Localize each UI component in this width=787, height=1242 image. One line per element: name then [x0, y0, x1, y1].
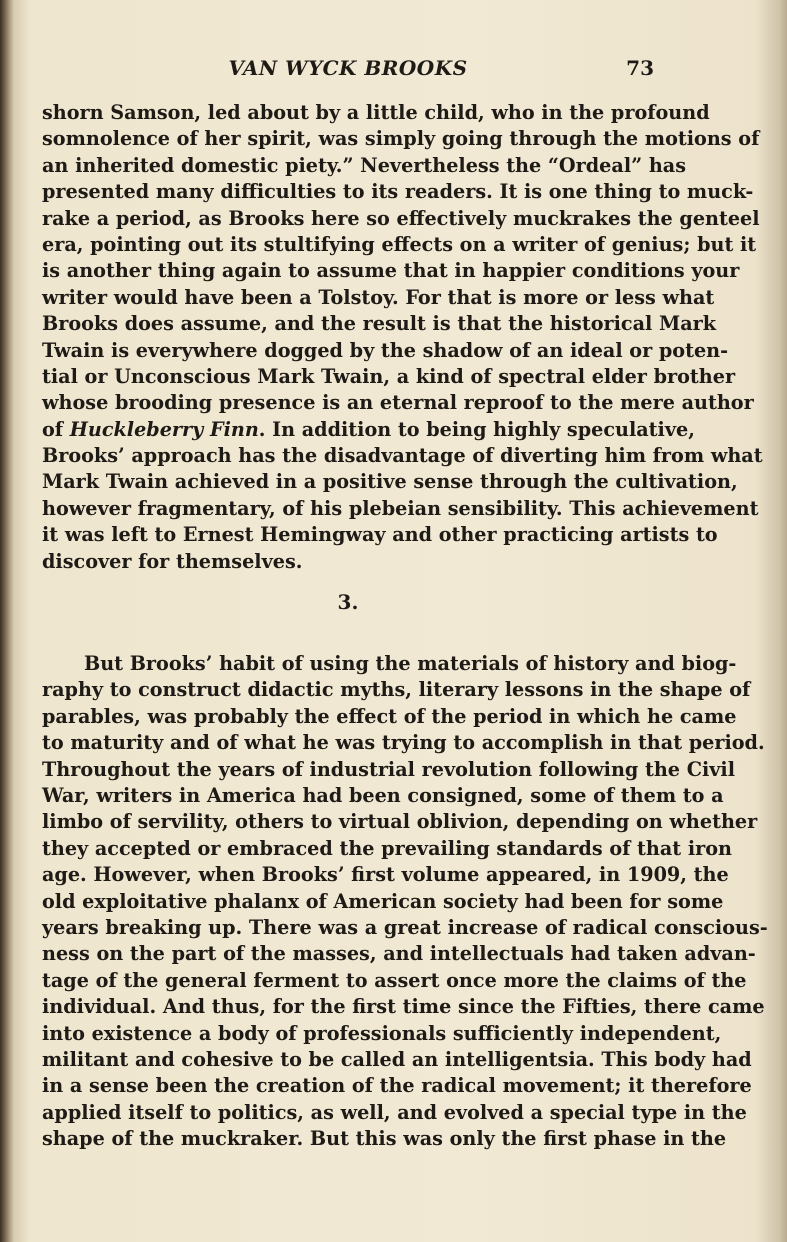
running-head: VAN WYCK BROOKS — [228, 56, 468, 80]
text-line: Brooks’ approach has the disadvantage of diverting him from what — [42, 444, 763, 468]
text-line: into existence a body of professionals sufficiently independent, — [42, 1021, 722, 1045]
text-line: shape of the muckraker. But this was only the first phase in the — [42, 1127, 727, 1151]
text-line: years breaking up. There was a great increase of radical conscious- — [42, 915, 768, 939]
page-body — [42, 100, 768, 1152]
text-line: parables, was probably the effect of the period in which he came — [42, 704, 737, 728]
text-line: tial or Unconscious Mark Twain, a kind of spectral elder brother — [42, 364, 736, 388]
text-line: Mark Twain achieved in a positive sense through the cultivation, — [42, 470, 738, 494]
text-line: is another thing again to assume that in happier conditions your — [42, 259, 740, 283]
text-line: shorn Samson, led about by a little child, who in the profound — [42, 101, 710, 124]
text-line: tage of the general ferment to assert once more the claims of the — [42, 968, 747, 992]
text-line: they accepted or embraced the prevailing standards of that iron — [42, 836, 732, 860]
text-line: old exploitative phalanx of American society had been for some — [42, 889, 724, 913]
text-line: But Brooks’ habit of using the materials of history and biog- — [84, 652, 737, 676]
text-line: individual. And thus, for the first time since the Fifties, there came — [42, 995, 765, 1019]
text-line: an inherited domestic piety.” Nevertheless the “Ordeal” has — [42, 153, 687, 177]
paragraph-1 — [42, 100, 763, 575]
text-line: however fragmentary, of his plebeian sensibility. This achievement — [42, 496, 759, 520]
text-line: to maturity and of what he was trying to accomplish in that period. — [42, 731, 765, 755]
text-line: limbo of servility, others to virtual oblivion, depending on whether — [42, 810, 758, 834]
text-line: ness on the part of the masses, and intellectuals had taken advan- — [42, 942, 756, 966]
text-line: it was left to Ernest Hemingway and other practicing artists to — [42, 523, 718, 547]
page-number: 73 — [626, 56, 654, 80]
section-number: 3. — [337, 590, 359, 615]
text-line: somnolence of her spirit, was simply going through the motions of — [42, 127, 760, 151]
text-line: War, writers in America had been consigned, some of them to a — [42, 783, 724, 807]
paragraph-2 — [42, 651, 768, 1152]
page-header — [42, 56, 654, 86]
text-line: whose brooding presence is an eternal reproof to the mere author — [42, 391, 754, 415]
text-line: age. However, when Brooks’ first volume appeared, in 1909, the — [42, 863, 729, 887]
text-line: presented many difficulties to its readers. It is one thing to muck- — [42, 180, 754, 204]
text-line: era, pointing out its stultifying effects on a writer of genius; but it — [42, 232, 757, 256]
text-line: Brooks does assume, and the result is that the historical Mark — [42, 312, 717, 336]
book-title: Huckleberry Finn — [69, 417, 259, 441]
text-line: raphy to construct didactic myths, literary lessons in the shape of — [42, 678, 751, 702]
text-line: in a sense been the creation of the radical movement; it therefore — [42, 1074, 752, 1098]
text-line: discover for themselves. — [42, 549, 303, 573]
text-line: militant and cohesive to be called an intelligentsia. This body had — [42, 1047, 752, 1071]
text-line: writer would have been a Tolstoy. For that is more or less what — [42, 285, 715, 309]
text-line: Throughout the years of industrial revolution following the Civil — [42, 757, 735, 781]
text-line: Twain is everywhere dogged by the shadow of an ideal or poten- — [42, 338, 729, 362]
text-line: applied itself to politics, as well, and evolved a special type in the — [42, 1100, 747, 1124]
text-line: rake a period, as Brooks here so effectively muckrakes the genteel — [42, 206, 760, 230]
text-line: of Huckleberry Finn. In addition to being highly speculative, — [42, 417, 695, 441]
